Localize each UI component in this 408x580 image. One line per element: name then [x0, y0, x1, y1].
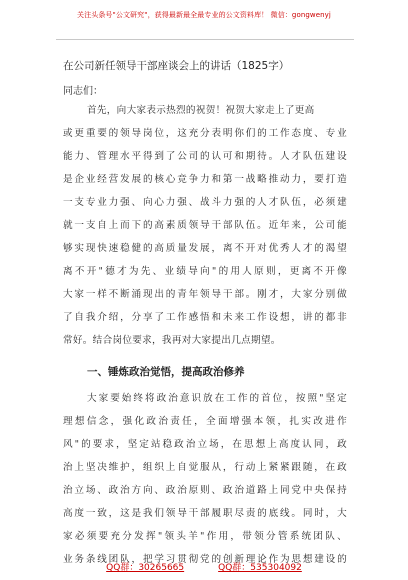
promo-banner: 关注头条号"公文研究"，获得最新最全最专业的公文资料库！ 微信：gongwenyj [77, 11, 331, 19]
footer-contacts [0, 560, 408, 578]
paragraph-line: 就一支自上而下的高素质领导干部队伍。近年来，公司能 [63, 220, 347, 231]
paragraph-line: 家必须要充分发挥"领头羊"作用，带领分管系统团队、 [63, 531, 347, 542]
paragraph-line: 业务条线团队，把学习贯彻党的创新理论作为思想建设的 [63, 554, 347, 565]
paragraph-line: 大家一样不断涌现出的青年领导干部。刚才，大家分别做 [63, 289, 347, 300]
paragraph-line: 大家要始终将政治意识放在工作的首位，按照"坚定 [87, 393, 347, 404]
paragraph-line: 高度一致，这是我们领导干部履职尽责的底线。同时，大 [63, 508, 347, 519]
document-title: 在公司新任领导干部座谈会上的讲话（1825字） [63, 60, 290, 72]
greeting: 同志们： [63, 86, 103, 97]
header-divider [56, 39, 354, 40]
paragraph-line: 风"的要求，坚定站稳政治立场，在思想上高度认同，政 [63, 439, 347, 450]
paragraph-line: 能力、管理水平得到了公司的认可和期待。人才队伍建设 [63, 151, 347, 162]
paragraph-line: 够实现快速稳健的高质量发展，离不开对优秀人才的渴望 [63, 243, 347, 254]
paragraph-line: 或更重要的领导岗位，这充分表明你们的工作态度、专业 [63, 128, 347, 139]
qq-group-link-1[interactable]: QQ群：30265665 [106, 563, 185, 573]
paragraph-line: 理想信念，强化政治责任，全面增强本领，扎实改进作 [63, 416, 347, 427]
paragraph-line: 常好。结合岗位要求，我再对大家提出几点期望。 [63, 335, 281, 346]
paragraph-line: 是企业经营发展的核心竞争力和第一战略推动力，要打造 [63, 174, 347, 185]
paragraph-line: 治立场、政治方向、政治原则、政治道路上同党中央保持 [63, 485, 347, 496]
paragraph-line: 了自我介绍，分享了工作感悟和未来工作设想，讲的都非 [63, 312, 347, 323]
paragraph-line: 治上坚决维护，组织上自觉服从，行动上紧紧跟随，在政 [63, 462, 347, 473]
paragraph-line: 离不开"德才为先、业绩导向"的用人原则，更离不开像 [63, 266, 347, 277]
qq-group-link-2[interactable]: QQ群：535304092 [218, 563, 302, 573]
section-heading: 一、锤炼政治觉悟，提高政治修养 [87, 366, 245, 378]
paragraph-line: 一支专业力强、向心力强、战斗力强的人才队伍，必须建 [63, 197, 347, 208]
paragraph-line: 首先，向大家表示热烈的祝贺！祝贺大家走上了更高 [87, 105, 315, 116]
